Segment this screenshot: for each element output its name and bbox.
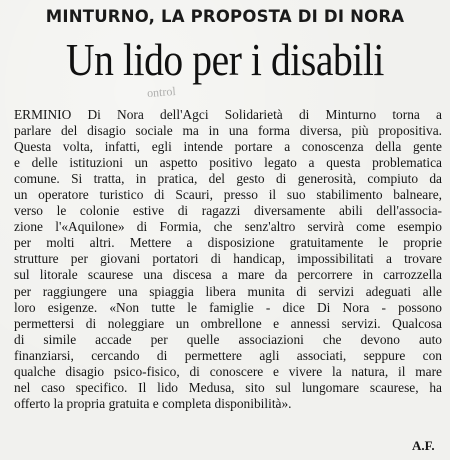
article-body-line: permettersi di noleggiare un ombrellone e annessi servizi. Qualcosa	[14, 315, 442, 331]
article-body-line: sul litorale scaurese una discesa a mare da percorrere in carrozzella	[14, 267, 442, 283]
article-body-line: un operatore turistico di Scauri, presso il suo stabilimento balneare,	[14, 187, 442, 203]
article-body-line: per raggiungere una spiaggia libera munita di servizi adeguati alle	[14, 283, 442, 299]
article-author: A.F.	[412, 438, 435, 453]
article-body-line: comune. Si tratta, in pratica, del gesto di generosità, compiuto da	[14, 171, 442, 187]
article-body-line: nel caso specifico. Il lido Medusa, sito sul lungomare scaurese, ha	[14, 379, 442, 395]
article-body-line: zione l'«Aquilone» di Formia, che senz'altro servirà come esempio	[14, 219, 442, 235]
bleed-through-text: ontrol	[146, 84, 177, 100]
article-body-line: e delle istituzioni un aspetto positivo legato a questa problematica	[14, 155, 442, 171]
article-body-line: ERMINIO Di Nora dell'Agci Solidarietà di Minturno torna a	[14, 107, 442, 122]
article-body-line: finanziarsi, cercando di permettere agli associati, seppure con	[14, 347, 442, 363]
article-body-line: per molti altri. Mettere a disposizione gratuitamente le proprie	[14, 235, 442, 251]
article-body-line: verso le colonie estive di ragazzi diversamente abili dell'associa-	[14, 203, 442, 219]
article-body-line: di simile accade per quelle associazioni che devono auto	[14, 331, 442, 347]
article-body	[14, 107, 442, 412]
article-body-line: loro esigenze. «Non tutte le famiglie - dice Di Nora - possono	[14, 299, 442, 315]
article-body-line: parlare del disagio sociale ma in una forma diversa, più propositiva.	[14, 123, 442, 139]
article-headline: Un lido per i disabili	[66, 34, 384, 85]
article-body-line: offerto la propria gratuita e completa disponibilità».	[14, 395, 292, 411]
article-body-line: Questa volta, infatti, egli intende portare a conoscenza della gente	[14, 139, 442, 155]
article-body-line: qualche disagio psico-fisico, di conoscere e vivere la natura, il mare	[14, 363, 442, 379]
article-body-line: strutture per giovani portatori di handicap, impossibilitati a trovare	[14, 251, 442, 267]
article-kicker: MINTURNO, LA PROPOSTA DI DI NORA	[45, 7, 405, 26]
